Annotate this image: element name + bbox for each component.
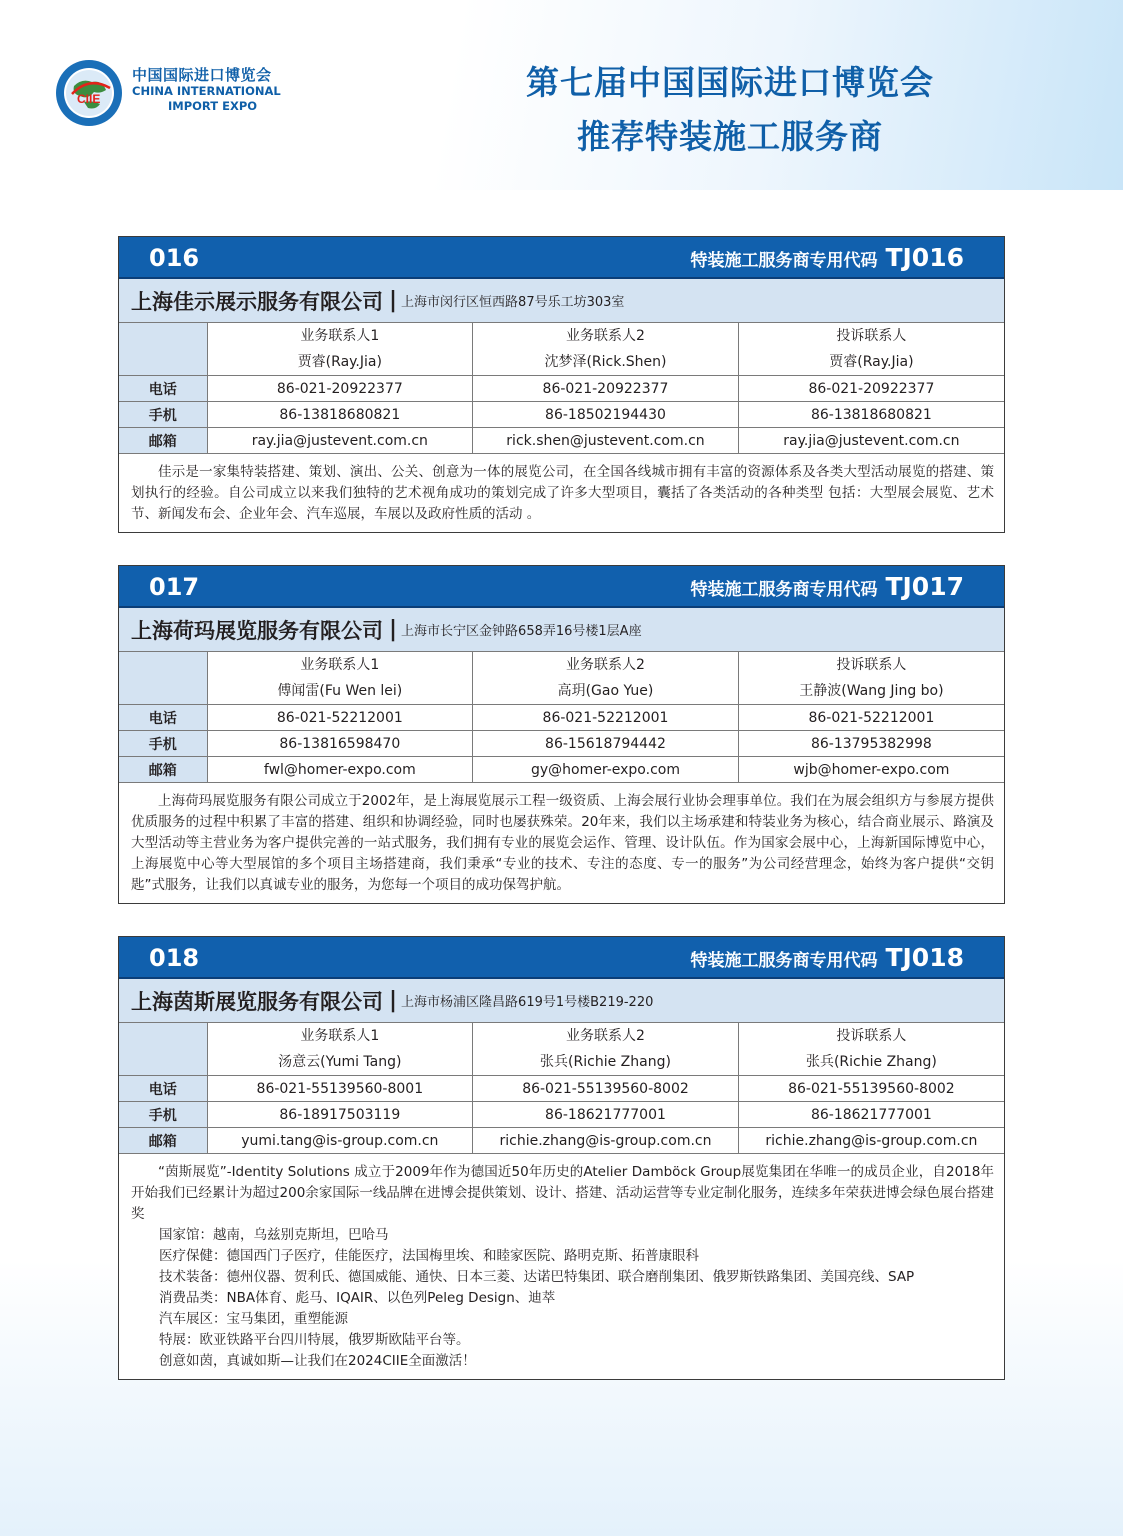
page-title-line1: 第七届中国国际进口博览会	[526, 63, 934, 102]
mobile-value: 86-18502194430	[473, 402, 739, 428]
phone-value: 86-021-55139560-8002	[473, 1076, 739, 1102]
logo-chinese-name: 中国国际进口博览会	[132, 66, 272, 84]
company-description	[119, 454, 1004, 532]
phone-value: 86-021-55139560-8002	[738, 1076, 1004, 1102]
company-address: 上海市杨浦区隆昌路619号1号楼B219-220	[401, 995, 654, 1010]
client-list-line: 消费品类：NBA体育、彪马、IQAIR、以色列Peleg Design、迪萃	[159, 1290, 556, 1306]
email-value: yumi.tang@is-group.com.cn	[207, 1128, 473, 1154]
contact-role: 投诉联系人	[836, 1028, 907, 1044]
svg-text:CIIE: CIIE	[77, 92, 101, 106]
code-value: TJ017	[885, 572, 964, 601]
provider-card-018	[118, 936, 1005, 1380]
company-row	[119, 979, 1004, 1023]
mobile-value: 86-18621777001	[473, 1102, 739, 1128]
company-separator: |	[389, 617, 398, 642]
contact-role: 业务联系人2	[566, 328, 645, 344]
contact-role: 业务联系人2	[566, 1028, 645, 1044]
contact-name: 王静波(Wang Jing bo)	[799, 683, 944, 699]
contact-name: 张兵(Richie Zhang)	[540, 1054, 671, 1070]
phone-row	[119, 376, 1004, 402]
empty-corner-cell	[119, 652, 207, 705]
email-row	[119, 1128, 1004, 1154]
code-value: TJ018	[885, 943, 964, 972]
client-list-line: 医疗保健：德国西门子医疗，佳能医疗，法国梅里埃、和睦家医院、路明克斯、拓普康眼科	[159, 1248, 699, 1264]
ciie-logo	[54, 58, 314, 128]
code-label: 特装施工服务商专用代码	[690, 251, 878, 271]
email-value: gy@homer-expo.com	[473, 757, 739, 783]
client-list-line: 特展：欧亚铁路平台四川特展，俄罗斯欧陆平台等。	[159, 1332, 470, 1348]
contact-name: 沈梦泽(Rick.Shen)	[544, 354, 667, 370]
mobile-row	[119, 1102, 1004, 1128]
contact-1-header	[207, 1023, 473, 1076]
phone-value: 86-021-52212001	[207, 705, 473, 731]
mobile-value: 86-13816598470	[207, 731, 473, 757]
company-description	[119, 783, 1004, 903]
phone-value: 86-021-20922377	[473, 376, 739, 402]
mobile-value: 86-15618794442	[473, 731, 739, 757]
contact-role: 业务联系人1	[300, 328, 380, 344]
slogan-line: 创意如茵，真诚如斯—让我们在2024CIIE全面激活！	[159, 1353, 476, 1369]
contacts-table	[119, 1023, 1004, 1154]
complaint-contact-header	[738, 1023, 1004, 1076]
company-row	[119, 608, 1004, 652]
client-list-line: 国家馆：越南，乌兹别克斯坦，巴哈马	[159, 1227, 389, 1243]
company-address: 上海市闵行区恒西路87号乐工坊303室	[401, 295, 625, 310]
card-header	[119, 937, 1004, 979]
company-row	[119, 279, 1004, 323]
phone-label: 电话	[119, 705, 207, 731]
phone-row	[119, 1076, 1004, 1102]
mobile-row	[119, 731, 1004, 757]
code-value: TJ016	[885, 243, 964, 272]
company-description	[119, 1154, 1004, 1379]
description-text: 上海荷玛展览服务有限公司成立于2002年，是上海展览展示工程一级资质、上海会展行业协会理事单位。我们在为展会组织方与参展方提供优质服务的过程中积累了丰富的搭建、组织和协调经验，同时也屡获殊荣。20年来，我们以主场承建和特装业务为核心，结合商业展示、路演及大型活动等主营业务为客户提供完善的一站式服务，我们拥有专业的展览会运作、管理、设计队伍。作为国家会展中心，上海新国际博览中心，上海展览中心等大型展馆的多个项目主场搭建商，我们秉承“专业的技术、专注的态度、专一的服务”为公司经营理念，始终为客户提供“交钥匙”式服务，让我们以真诚专业的服务，为您每一个项目的成功保驾护航。	[131, 793, 994, 893]
phone-row	[119, 705, 1004, 731]
email-row	[119, 757, 1004, 783]
email-value: ray.jia@justevent.com.cn	[738, 428, 1004, 454]
email-value: richie.zhang@is-group.com.cn	[738, 1128, 1004, 1154]
contact-header-row	[119, 652, 1004, 705]
contact-role: 投诉联系人	[836, 657, 907, 673]
phone-label: 电话	[119, 1076, 207, 1102]
empty-corner-cell	[119, 323, 207, 376]
ciie-emblem-icon	[54, 58, 124, 128]
card-number: 018	[149, 944, 200, 972]
phone-value: 86-021-20922377	[738, 376, 1004, 402]
mobile-value: 86-13795382998	[738, 731, 1004, 757]
mobile-row	[119, 402, 1004, 428]
mobile-value: 86-18917503119	[207, 1102, 473, 1128]
provider-code	[690, 237, 964, 282]
mobile-value: 86-13818680821	[207, 402, 473, 428]
contact-name: 贾睿(Ray.Jia)	[829, 354, 914, 370]
mobile-label: 手机	[119, 731, 207, 757]
email-row	[119, 428, 1004, 454]
phone-value: 86-021-20922377	[207, 376, 473, 402]
email-value: rick.shen@justevent.com.cn	[473, 428, 739, 454]
phone-label: 电话	[119, 376, 207, 402]
company-separator: |	[389, 988, 398, 1013]
contact-role: 业务联系人1	[300, 657, 380, 673]
contact-name: 贾睿(Ray.Jia)	[297, 354, 382, 370]
email-label: 邮箱	[119, 428, 207, 454]
company-address: 上海市长宁区金钟路658弄16号楼1层A座	[401, 624, 642, 639]
contacts-table	[119, 323, 1004, 454]
contact-name: 傅闻雷(Fu Wen lei)	[277, 683, 403, 699]
client-list-line: 汽车展区：宝马集团，重塑能源	[159, 1311, 348, 1327]
complaint-contact-header	[738, 652, 1004, 705]
provider-code	[690, 566, 964, 611]
mobile-label: 手机	[119, 1102, 207, 1128]
mobile-value: 86-13818680821	[738, 402, 1004, 428]
company-name: 上海茵斯展览服务有限公司	[131, 989, 383, 1014]
contact-2-header	[473, 1023, 739, 1076]
contact-header-row	[119, 323, 1004, 376]
contact-name: 汤意云(Yumi Tang)	[278, 1054, 402, 1070]
empty-corner-cell	[119, 1023, 207, 1076]
phone-value: 86-021-55139560-8001	[207, 1076, 473, 1102]
client-list-line: 技术装备：德州仪器、贺利氏、德国威能、通快、日本三菱、达诺巴特集团、联合磨削集团、俄罗斯铁路集团、美国亮线、SAP	[159, 1269, 915, 1285]
contact-2-header	[473, 652, 739, 705]
email-label: 邮箱	[119, 757, 207, 783]
description-text: 佳示是一家集特装搭建、策划、演出、公关、创意为一体的展览公司，在全国各线城市拥有丰富的资源体系及各类大型活动展览的搭建、策划执行的经验。自公司成立以来我们独特的艺术视角成功的策划完成了许多大型项目，囊括了各类活动的各种类型 包括：大型展会展览、艺术节、新闻发布会、企业年会、汽车巡展，车展以及政府性质的活动 。	[131, 464, 994, 522]
contact-1-header	[207, 323, 473, 376]
complaint-contact-header	[738, 323, 1004, 376]
contact-name: 高玥(Gao Yue)	[557, 683, 654, 699]
email-value: ray.jia@justevent.com.cn	[207, 428, 473, 454]
email-label: 邮箱	[119, 1128, 207, 1154]
mobile-label: 手机	[119, 402, 207, 428]
provider-code	[690, 937, 964, 982]
email-value: wjb@homer-expo.com	[738, 757, 1004, 783]
phone-value: 86-021-52212001	[738, 705, 1004, 731]
phone-value: 86-021-52212001	[473, 705, 739, 731]
contact-role: 业务联系人1	[300, 1028, 380, 1044]
code-label: 特装施工服务商专用代码	[690, 580, 878, 600]
email-value: fwl@homer-expo.com	[207, 757, 473, 783]
email-value: richie.zhang@is-group.com.cn	[473, 1128, 739, 1154]
description-text: “茵斯展览”-Identity Solutions 成立于2009年作为德国近50年历史的Atelier Damböck Group展览集团在华唯一的成员企业，自2018年开始我们已经累计为超过200余家国际一线品牌在进博会提供策划、设计、搭建、活动运营等专业定制化服务，连续多年荣获进博会绿色展台搭建奖	[131, 1164, 994, 1222]
card-number: 017	[149, 573, 200, 601]
contact-1-header	[207, 652, 473, 705]
page-title	[430, 56, 1030, 164]
mobile-value: 86-18621777001	[738, 1102, 1004, 1128]
card-header	[119, 237, 1004, 279]
company-name: 上海荷玛展览服务有限公司	[131, 618, 383, 643]
contacts-table	[119, 652, 1004, 783]
provider-card-016	[118, 236, 1005, 533]
card-header	[119, 566, 1004, 608]
company-separator: |	[389, 288, 398, 313]
contact-header-row	[119, 1023, 1004, 1076]
code-label: 特装施工服务商专用代码	[690, 951, 878, 971]
page-title-line2: 推荐特装施工服务商	[577, 117, 883, 156]
contact-role: 投诉联系人	[836, 328, 907, 344]
logo-english-line1: CHINA INTERNATIONAL	[132, 84, 281, 98]
provider-card-017	[118, 565, 1005, 904]
contact-name: 张兵(Richie Zhang)	[805, 1054, 937, 1070]
contact-role: 业务联系人2	[566, 657, 645, 673]
card-number: 016	[149, 244, 200, 272]
company-name: 上海佳示展示服务有限公司	[131, 289, 383, 314]
logo-english-line2: IMPORT EXPO	[168, 99, 258, 113]
contact-2-header	[473, 323, 739, 376]
